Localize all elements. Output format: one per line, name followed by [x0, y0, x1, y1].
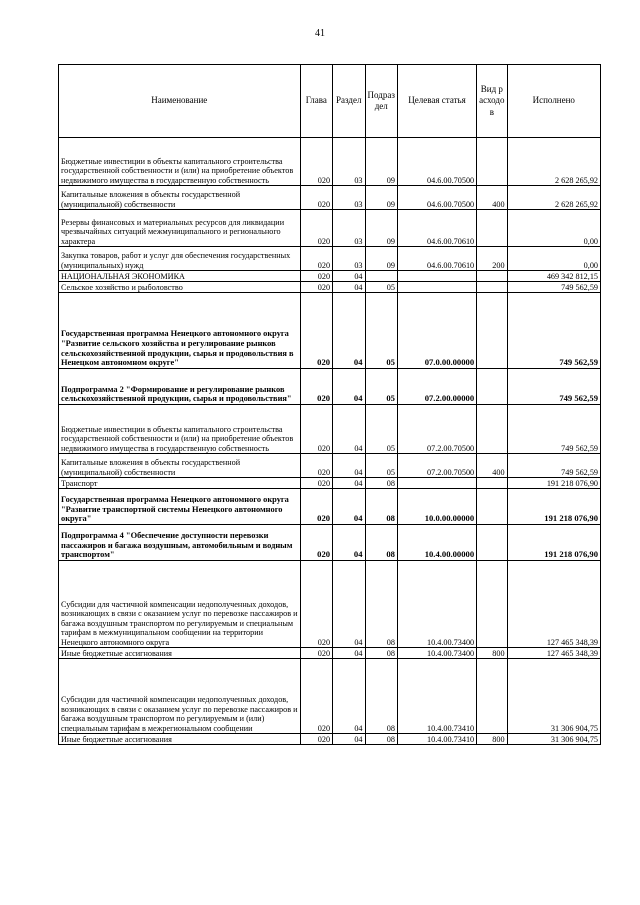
row-target: 10.4.00.73410: [397, 659, 476, 734]
row-chapter: 020: [300, 478, 332, 489]
row-name: Субсидии для частичной компенсации недополученных доходов, возникающих в связи с оказанием услуг по перевозке пассажиров и багажа воздушным транспортом по регулируемым и специальным тарифам в межмуниципальном сообщении на территории Ненецкого автономного округа: [59, 561, 301, 648]
row-executed-amount: 749 562,59: [507, 454, 600, 478]
row-expense-type: 200: [477, 247, 507, 271]
row-target: 10.4.00.73400: [397, 648, 476, 659]
row-section: 03: [333, 247, 365, 271]
row-section: 04: [333, 478, 365, 489]
row-name: Подпрограмма 4 "Обеспечение доступности перевозки пассажиров и багажа воздушным, автомобильным и водным транспортом": [59, 525, 301, 561]
table-row: [59, 659, 601, 734]
row-section: 04: [333, 454, 365, 478]
row-target: 07.0.00.00000: [397, 293, 476, 369]
row-section: 04: [333, 525, 365, 561]
page-number: 41: [315, 28, 325, 39]
row-name: Подпрограмма 2 "Формирование и регулирование рынков сельскохозяйственной продукции, сырья и продовольствия": [59, 369, 301, 405]
row-section: 04: [333, 293, 365, 369]
table-row: [59, 454, 601, 478]
row-chapter: 020: [300, 210, 332, 247]
row-target: 07.2.00.70500: [397, 405, 476, 454]
row-name: Субсидии для частичной компенсации недополученных доходов, возникающих в связи с оказанием услуг по перевозке пассажиров и багажа воздушным транспортом по регулируемым и (или) специальным тарифам в межрегиональном сообщении: [59, 659, 301, 734]
row-target: 07.2.00.00000: [397, 369, 476, 405]
row-expense-type: [477, 659, 507, 734]
row-executed-amount: 127 465 348,39: [507, 561, 600, 648]
row-target: 10.4.00.73410: [397, 734, 476, 745]
row-chapter: 020: [300, 282, 332, 293]
row-chapter: 020: [300, 405, 332, 454]
row-subsection: 08: [365, 734, 397, 745]
table-row: [59, 734, 601, 745]
header-section: Раздел: [333, 65, 365, 138]
row-section: 04: [333, 561, 365, 648]
row-subsection: 09: [365, 210, 397, 247]
row-chapter: 020: [300, 561, 332, 648]
row-chapter: 020: [300, 489, 332, 525]
header-expense-type: Вид расходов: [477, 65, 507, 138]
row-section: 04: [333, 659, 365, 734]
row-expense-type: [477, 369, 507, 405]
row-subsection: 09: [365, 247, 397, 271]
table-header-row: [59, 65, 601, 138]
row-target: 10.0.00.00000: [397, 489, 476, 525]
row-chapter: 020: [300, 271, 332, 282]
row-executed-amount: 31 306 904,75: [507, 734, 600, 745]
table-row: [59, 247, 601, 271]
row-chapter: 020: [300, 734, 332, 745]
row-target: 04.6.00.70500: [397, 186, 476, 210]
row-target: [397, 271, 476, 282]
row-name: Резервы финансовых и материальных ресурсов для ликвидации чрезвычайных ситуаций межмуниципального и регионального характера: [59, 210, 301, 247]
row-subsection: 08: [365, 489, 397, 525]
row-executed-amount: 749 562,59: [507, 282, 600, 293]
row-expense-type: 400: [477, 186, 507, 210]
row-subsection: 08: [365, 561, 397, 648]
table-row: [59, 186, 601, 210]
row-executed-amount: 0,00: [507, 210, 600, 247]
row-section: 03: [333, 138, 365, 186]
row-expense-type: [477, 210, 507, 247]
row-chapter: 020: [300, 525, 332, 561]
row-expense-type: [477, 525, 507, 561]
table-row: [59, 489, 601, 525]
row-executed-amount: 191 218 076,90: [507, 478, 600, 489]
row-executed-amount: 749 562,59: [507, 405, 600, 454]
row-target: 04.6.00.70610: [397, 247, 476, 271]
row-executed-amount: 127 465 348,39: [507, 648, 600, 659]
row-expense-type: [477, 405, 507, 454]
row-target: [397, 282, 476, 293]
row-chapter: 020: [300, 648, 332, 659]
row-subsection: 08: [365, 478, 397, 489]
row-expense-type: 400: [477, 454, 507, 478]
row-expense-type: 800: [477, 734, 507, 745]
header-chapter: Глава: [300, 65, 332, 138]
row-name: Иные бюджетные ассигнования: [59, 734, 301, 745]
row-subsection: 09: [365, 186, 397, 210]
row-subsection: [365, 271, 397, 282]
row-expense-type: [477, 478, 507, 489]
row-subsection: 05: [365, 454, 397, 478]
row-executed-amount: 0,00: [507, 247, 600, 271]
row-expense-type: [477, 282, 507, 293]
row-chapter: 020: [300, 454, 332, 478]
table-row: [59, 369, 601, 405]
row-expense-type: [477, 271, 507, 282]
row-executed-amount: 749 562,59: [507, 369, 600, 405]
row-executed-amount: 191 218 076,90: [507, 525, 600, 561]
row-target: 04.6.00.70500: [397, 138, 476, 186]
header-executed: Исполнено: [507, 65, 600, 138]
row-name: Капитальные вложения в объекты государственной (муниципальной) собственности: [59, 454, 301, 478]
table-row: [59, 271, 601, 282]
row-subsection: 05: [365, 405, 397, 454]
header-target: Целевая статья: [397, 65, 476, 138]
row-executed-amount: 2 628 265,92: [507, 138, 600, 186]
row-target: 10.4.00.00000: [397, 525, 476, 561]
row-name: Закупка товаров, работ и услуг для обеспечения государственных (муниципальных) нужд: [59, 247, 301, 271]
row-section: 04: [333, 405, 365, 454]
table-row: [59, 138, 601, 186]
row-target: 10.4.00.73400: [397, 561, 476, 648]
row-subsection: 05: [365, 282, 397, 293]
table-row: [59, 478, 601, 489]
row-target: 04.6.00.70610: [397, 210, 476, 247]
row-name: Государственная программа Ненецкого автономного округа "Развитие сельского хозяйства и регулирование рынков сельскохозяйственной продукции, сырья и продовольствия в Ненецком автономном округе": [59, 293, 301, 369]
row-name: НАЦИОНАЛЬНАЯ ЭКОНОМИКА: [59, 271, 301, 282]
row-subsection: 08: [365, 648, 397, 659]
row-chapter: 020: [300, 247, 332, 271]
row-chapter: 020: [300, 186, 332, 210]
row-section: 03: [333, 186, 365, 210]
row-executed-amount: 469 342 812,15: [507, 271, 600, 282]
row-section: 04: [333, 369, 365, 405]
row-executed-amount: 2 628 265,92: [507, 186, 600, 210]
row-name: Транспорт: [59, 478, 301, 489]
row-name: Бюджетные инвестиции в объекты капитального строительства государственной собственности и (или) на приобретение объектов недвижимого имущества в государственную собственность: [59, 405, 301, 454]
row-expense-type: 800: [477, 648, 507, 659]
row-section: 04: [333, 271, 365, 282]
row-chapter: 020: [300, 138, 332, 186]
budget-execution-table: [58, 64, 601, 745]
row-name: Капитальные вложения в объекты государственной (муниципальной) собственности: [59, 186, 301, 210]
table-row: [59, 293, 601, 369]
row-chapter: 020: [300, 293, 332, 369]
row-section: 04: [333, 648, 365, 659]
row-expense-type: [477, 138, 507, 186]
row-executed-amount: 31 306 904,75: [507, 659, 600, 734]
row-subsection: 09: [365, 138, 397, 186]
row-name: Государственная программа Ненецкого автономного округа "Развитие транспортной системы Ненецкого автономного округа": [59, 489, 301, 525]
row-subsection: 08: [365, 659, 397, 734]
row-executed-amount: 749 562,59: [507, 293, 600, 369]
row-target: 07.2.00.70500: [397, 454, 476, 478]
row-expense-type: [477, 489, 507, 525]
row-executed-amount: 191 218 076,90: [507, 489, 600, 525]
row-section: 03: [333, 210, 365, 247]
row-section: 04: [333, 489, 365, 525]
row-name: Иные бюджетные ассигнования: [59, 648, 301, 659]
row-name: Сельское хозяйство и рыболовство: [59, 282, 301, 293]
row-subsection: 05: [365, 293, 397, 369]
table-row: [59, 561, 601, 648]
row-subsection: 08: [365, 525, 397, 561]
table-row: [59, 525, 601, 561]
table-row: [59, 648, 601, 659]
table-row: [59, 282, 601, 293]
header-subsection: Подраздел: [365, 65, 397, 138]
row-section: 04: [333, 734, 365, 745]
row-expense-type: [477, 293, 507, 369]
row-chapter: 020: [300, 369, 332, 405]
table-row: [59, 210, 601, 247]
row-target: [397, 478, 476, 489]
row-chapter: 020: [300, 659, 332, 734]
row-section: 04: [333, 282, 365, 293]
row-name: Бюджетные инвестиции в объекты капитального строительства государственной собственности и (или) на приобретение объектов недвижимого имущества в государственную собственность: [59, 138, 301, 186]
row-expense-type: [477, 561, 507, 648]
header-name: Наименование: [59, 65, 301, 138]
table-row: [59, 405, 601, 454]
row-subsection: 05: [365, 369, 397, 405]
